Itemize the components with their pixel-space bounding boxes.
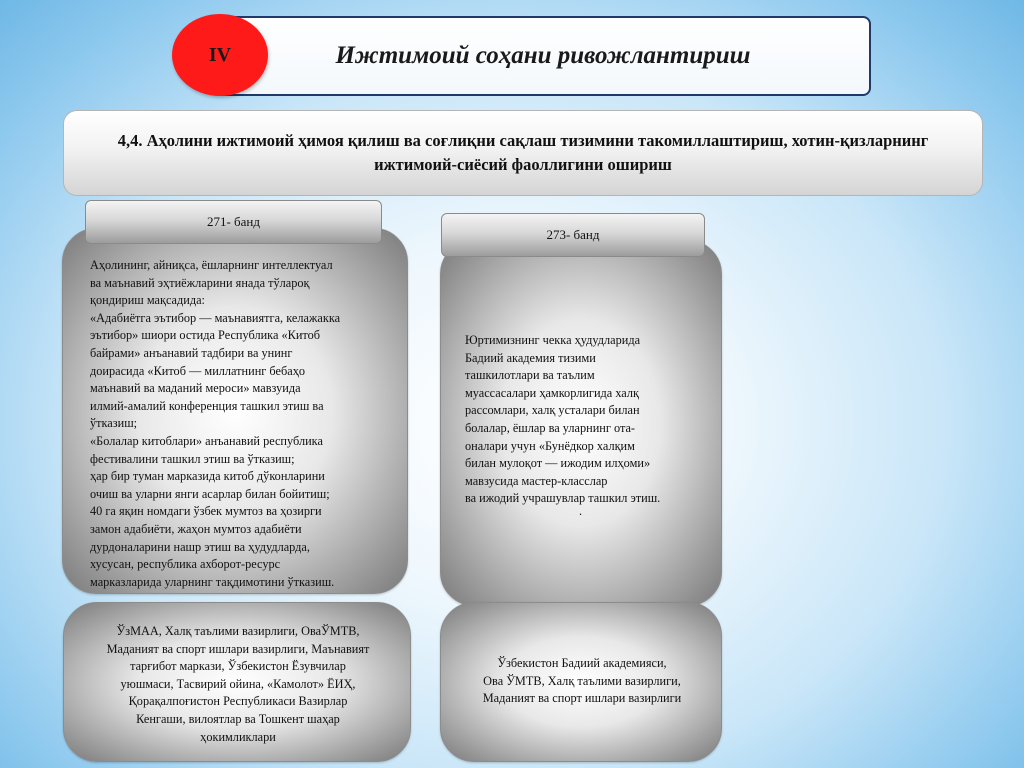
right-content-dot: . (579, 504, 583, 518)
left-responsible-text: ЎзМАА, Халқ таълими вазирлиги, ОваЎМТВ, Маданият ва спорт ишлари вазирлиги, Маънавият тарғибот маркази, Ўзбекистон Ёзувчилар уюшмаси, Тасвирий ойина, «Камолот» ЁИҲ, Қорақалпоғистон Республикаси Вазирлар Кенгаши, вилоятлар ва Тошкент шаҳар ҳокимликлари (106, 624, 370, 744)
left-band-label: 271- банд (85, 200, 382, 244)
left-responsible-panel (63, 602, 411, 762)
right-band-label: 273- банд (441, 213, 705, 257)
left-content-text: Аҳолининг, айниқса, ёшларнинг интеллектуал ва маънавий эҳтиёжларини янада тўлароқ қондириш мақсадида: «Адабиётга эътибор — маънавиятга, келажакка эътибор» шиори остида Республика «Китоб байрами» анъанавий тадбири ва унинг доирасида «Китоб — миллатнинг бебаҳо маънавий ва маданий мероси» мавзуида илмий-амалий конференция ташкил этиш ва ўтказиш; «Болалар китоблари» анъанавий республика фестивалини ташкил этиш ва ўтказиш; ҳар бир туман марказида китоб дўконларини очиш ва уларни янги асарлар билан бойитиш; 40 га яқин номдаги ўзбек мумтоз ва ҳозирги замон адабиёти, жаҳон мумтоз адабиёти дурдоналарини нашр этиш ва ҳудудларда, хусусан, республика ахборот-ресурс марказларида уларнинг тақдимотини ўтказиш. (90, 258, 341, 589)
right-content-panel (440, 240, 722, 606)
right-responsible-panel (440, 602, 722, 762)
section-number-badge: IV (172, 14, 268, 96)
left-content-panel (62, 228, 408, 594)
right-responsible-text: Ўзбекистон Бадиий академияси, Ова ЎМТВ, Халқ таълими вазирлиги, Маданият ва спорт ишлари вазирлиги (482, 656, 682, 706)
slide-title: Ижтимоий соҳани ривожлантириш (335, 42, 751, 69)
section-title: 4,4. Аҳолини ижтимоий ҳимоя қилиш ва соғлиқни сақлаш тизимини такомиллаштириш, хотин-қизларнинг ижтимоий-сиёсий фаоллигини ошириш (63, 110, 983, 196)
right-content-text: Юртимизнинг чекка ҳудудларида Бадиий академия тизими ташкилотлари ва таълим муассасалари ҳамкорлигида халқ рассомлари, халқ усталари билан болалар, ёшлар ва уларнинг ота- оналари учун «Бунёдкор халқим билан мулоқот — ижодим илҳоми» мавзусида мастер-класслар ва ижодий учрашувлар ташкил этиш. (465, 333, 661, 506)
